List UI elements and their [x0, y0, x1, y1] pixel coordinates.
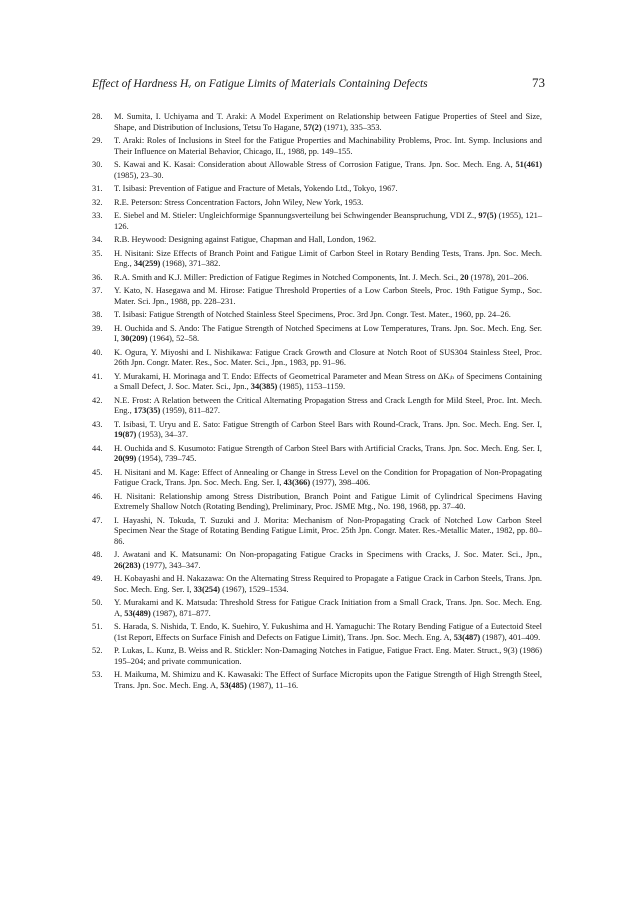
- reference-pages: (1955), 121–126.: [114, 211, 543, 231]
- reference-item: [92, 396, 542, 417]
- reference-body: H. Nisitani and M. Kage: Effect of Annealing or Change in Stress Level on the Condition for Propagation of Non-Propagating Fatigue Crack, Trans. Jpn. Soc. Mech. Eng. Ser. I,: [114, 467, 542, 487]
- reference-text: [114, 670, 542, 691]
- reference-item: [92, 136, 542, 157]
- reference-number: 46.: [92, 491, 103, 501]
- reference-body: P. Lukas, L. Kunz, B. Weiss and R. Stickler: Non-Damaging Notches in Fatigue, Fatigue Fract. Eng. Mater. Struct., 9(3) (1986) 195–204; and private communication.: [114, 646, 542, 666]
- reference-number: 39.: [92, 323, 103, 333]
- reference-item: [92, 574, 542, 595]
- reference-body: J. Awatani and K. Matsunami: On Non-propagating Fatigue Cracks in Specimens with Cracks, J. Soc. Mater. Sci., Jpn.,: [114, 550, 542, 559]
- reference-number: 29.: [92, 136, 103, 145]
- reference-text: [114, 211, 542, 232]
- reference-text: [114, 235, 542, 246]
- reference-item: [92, 184, 542, 195]
- reference-body: K. Ogura, Y. Miyoshi and I. Nishikawa: Fatigue Crack Growth and Closure at Notch Root of SUS304 Stainless Steel, Proc. 26th Jpn. Congr. Mater. Res., Soc. Mater. Sci., Jpn., 1983, pp. 91–96.: [114, 347, 542, 367]
- reference-pages: (1977), 398–406.: [310, 478, 371, 487]
- reference-item: [92, 160, 542, 181]
- reference-body: T. Isibasi, T. Uryu and E. Sato: Fatigue Strength of Carbon Steel Bars with Round-Crack, Trans. Jpn. Soc. Mech. Eng. Ser. I,: [114, 419, 542, 429]
- reference-volume: 20(99): [114, 454, 137, 463]
- reference-volume: 34(259): [133, 259, 161, 268]
- reference-text: [114, 444, 542, 465]
- reference-volume: 53(489): [124, 608, 151, 618]
- reference-number: 53.: [92, 670, 103, 679]
- reference-pages: (1985), 1153–1159.: [277, 382, 346, 391]
- reference-volume: 51(461): [515, 160, 542, 169]
- reference-number: 44.: [92, 443, 103, 453]
- reference-body: S. Kawai and K. Kasai: Consideration about Allowable Stress of Corrosion Fatigue, Trans. Jpn. Soc. Mech. Eng. A,: [114, 160, 516, 169]
- reference-text: [114, 136, 542, 157]
- reference-number: 31.: [92, 184, 103, 193]
- reference-body: T. Araki: Roles of Inclusions in Steel for the Fatigue Properties and Machinability Problems, Proc. Int. Symp. Inclusions and Their Influence on Material Behavior, Chicago, IL, 1988, pp. 149–155.: [114, 136, 542, 156]
- reference-volume: 26(283): [114, 560, 141, 570]
- reference-number: 37.: [92, 286, 103, 295]
- reference-text: [114, 324, 542, 345]
- reference-body: I. Hayashi, N. Tokuda, T. Suzuki and J. Morita: Mechanism of Non-Propagating Crack of Notched Low Carbon Steel Specimen Near the Stage of Rotating Bending Fatigue Limit, Proc. 25th Jpn. Congr. Mater. Res.-Metallic Mater., 1982, pp. 80–86.: [114, 515, 542, 546]
- reference-number: 32.: [92, 197, 103, 207]
- reference-number: 34.: [92, 235, 103, 244]
- reference-number: 51.: [92, 622, 103, 631]
- reference-body: Y. Kato, N. Hasegawa and M. Hirose: Fatigue Threshold Properties of a Low Carbon Steels, Proc. 19th Fatigue Symp., Soc. Mater. Sci. Jpn., 1988, pp. 228–231.: [114, 286, 542, 306]
- reference-item: [92, 646, 542, 667]
- reference-item: [92, 468, 542, 489]
- reference-item: [92, 348, 542, 369]
- reference-item: [92, 249, 542, 270]
- reference-body: H. Ouchida and S. Ando: The Fatigue Strength of Notched Specimens at Low Temperatures, Trans. Jpn. Soc. Mech. Eng. Ser. I,: [114, 323, 542, 343]
- reference-item: [92, 211, 542, 232]
- reference-body: E. Siebel and M. Stieler: Ungleichformige Spannungsverteilung bei Schwingender Beanspruchung, VDI Z.,: [114, 211, 479, 220]
- reference-pages: (1971), 335–353.: [321, 122, 382, 132]
- reference-text: [114, 310, 542, 321]
- reference-volume: 97(5): [478, 211, 497, 220]
- reference-body: H. Kobayashi and H. Nakazawa: On the Alternating Stress Required to Propagate a Fatigue Crack in Carbon Steels, Trans. Jpn. Soc. Mech. Eng. Ser. I,: [114, 574, 542, 594]
- reference-volume: 53(485): [220, 680, 247, 690]
- reference-item: [92, 324, 542, 345]
- reference-text: [114, 112, 542, 133]
- reference-item: [92, 273, 542, 284]
- reference-body: Y. Murakami and K. Matsuda: Threshold Stress for Fatigue Crack Initiation from a Small Crack, Trans. Jpn. Soc. Mech. Eng. A,: [114, 598, 542, 618]
- reference-number: 43.: [92, 419, 103, 429]
- reference-body: H. Maikuma, M. Shimizu and K. Kawasaki: The Effect of Surface Micropits upon the Fatigue Strength of High Strength Steel, Trans. Jpn. Soc. Mech. Eng. A,: [114, 670, 542, 690]
- reference-body: H. Ouchida and S. Kusumoto: Fatigue Strength of Carbon Steel Bars with Artificial Cracks, Trans. Jpn. Soc. Mech. Eng. Ser. I,: [114, 443, 542, 453]
- reference-text: [114, 396, 542, 417]
- reference-number: 33.: [92, 211, 103, 220]
- reference-item: [92, 372, 542, 393]
- reference-text: [114, 160, 542, 181]
- reference-number: 41.: [92, 371, 103, 381]
- reference-body: H. Nisitani: Size Effects of Branch Point and Fatigue Limit of Carbon Steel in Rotary Bending Tests, Trans. Jpn. Soc. Mech. Eng.,: [114, 248, 542, 268]
- reference-pages: (1959), 811–827.: [160, 406, 221, 415]
- reference-pages: (1985), 23–30.: [114, 170, 164, 180]
- reference-item: [92, 516, 542, 548]
- reference-text: [114, 646, 542, 667]
- reference-pages: (1953), 34–37.: [136, 430, 188, 439]
- reference-pages: (1987), 871–877.: [150, 608, 211, 618]
- reference-text: [114, 598, 542, 619]
- reference-body: T. Isibasi: Fatigue Strength of Notched Stainless Steel Specimens, Proc. 3rd Jpn. Congr. Test. Mater., 1960, pp. 24–26.: [114, 310, 511, 319]
- reference-item: [92, 198, 542, 209]
- reference-body: H. Nisitani: Relationship among Stress Distribution, Branch Point and Fatigue Limit of Cylindrical Specimens Having Extremely Shallow Notch (Rotating Bending), Preliminary, Proc. JSME Mtg., No. 198, 1968, pp. 37–40.: [114, 491, 542, 511]
- reference-text: [114, 348, 542, 369]
- reference-volume: 57(2): [303, 122, 322, 132]
- reference-item: [92, 235, 542, 246]
- reference-pages: (1964), 52–58.: [147, 334, 200, 343]
- reference-pages: (1978), 201–206.: [468, 272, 529, 282]
- reference-volume: 43(366): [283, 478, 311, 487]
- reference-volume: 173(35): [133, 406, 161, 415]
- reference-item: [92, 622, 542, 643]
- page-header: [92, 75, 545, 93]
- reference-item: [92, 112, 542, 133]
- reference-item: [92, 598, 542, 619]
- reference-volume: 53(487): [453, 632, 481, 642]
- reference-number: 38.: [92, 310, 103, 319]
- reference-pages: (1967), 1529–1534.: [220, 584, 289, 594]
- reference-volume: 30(209): [120, 334, 148, 343]
- reference-text: [114, 184, 542, 195]
- reference-number: 48.: [92, 550, 103, 559]
- reference-volume: 20: [460, 272, 469, 282]
- reference-volume: 33(254): [193, 584, 221, 594]
- reference-pages: (1987), 11–16.: [246, 680, 299, 690]
- reference-number: 45.: [92, 467, 103, 477]
- reference-list: [92, 112, 542, 694]
- reference-number: 49.: [92, 574, 103, 583]
- reference-item: [92, 492, 542, 513]
- reference-number: 30.: [92, 160, 103, 169]
- reference-volume: 19(87): [114, 430, 137, 439]
- reference-number: 42.: [92, 395, 103, 405]
- reference-item: [92, 444, 542, 465]
- reference-text: [114, 286, 542, 307]
- reference-body: Y. Murakami, H. Morinaga and T. Endo: Effects of Geometrical Parameter and Mean Stress on ΔKᵢₕ of Specimens Containing a Small Defect, J. Soc. Mater. Sci., Jpn.,: [114, 371, 542, 391]
- reference-pages: (1987), 401–409.: [480, 632, 541, 642]
- reference-body: M. Sumita, I. Uchiyama and T. Araki: A Model Experiment on Relationship between Fatigue Properties of Steel and Size, Shape, and Distribution of Inclusions, Tetsu To Hagane,: [114, 112, 542, 132]
- reference-item: [92, 550, 542, 571]
- reference-text: [114, 622, 542, 643]
- reference-text: [114, 372, 542, 393]
- reference-text: [114, 468, 542, 489]
- reference-body: N.E. Frost: A Relation between the Critical Alternating Propagation Stress and Crack Length for Mild Steel, Proc. Int. Mech. Eng.,: [114, 395, 542, 415]
- reference-item: [92, 310, 542, 321]
- reference-text: [114, 516, 542, 548]
- reference-body: R.E. Peterson: Stress Concentration Factors, John Wiley, New York, 1953.: [114, 197, 364, 207]
- reference-number: 28.: [92, 112, 103, 121]
- reference-pages: (1954), 739–745.: [136, 454, 197, 463]
- page-number: 73: [532, 75, 545, 90]
- reference-body: S. Harada, S. Nishida, T. Endo, K. Suehiro, Y. Fukushima and H. Yamaguchi: The Rotary Bending Fatigue of a Eutectoid Steel (1st Report, Effects on Surface Finish and Defects on Fatigue Limit), Trans. Jpn. Soc. Mech. Eng. A,: [114, 622, 542, 642]
- reference-pages: (1977), 343–347.: [140, 560, 201, 570]
- reference-body: R.B. Heywood: Designing against Fatigue, Chapman and Hall, London, 1962.: [114, 235, 377, 244]
- running-title: Effect of Hardness Hᵥ on Fatigue Limits of Materials Containing Defects: [92, 78, 428, 90]
- reference-text: [114, 273, 542, 284]
- reference-item: [92, 286, 542, 307]
- reference-number: 40.: [92, 347, 103, 357]
- reference-number: 47.: [92, 515, 103, 525]
- reference-volume: 34(385): [250, 382, 278, 391]
- reference-number: 36.: [92, 272, 103, 282]
- reference-text: [114, 492, 542, 513]
- reference-item: [92, 670, 542, 691]
- reference-pages: (1968), 371–382.: [160, 259, 221, 268]
- reference-number: 50.: [92, 598, 103, 607]
- reference-text: [114, 198, 542, 209]
- reference-body: R.A. Smith and K.J. Miller: Prediction of Fatigue Regimes in Notched Components, Int. J. Mech. Sci.,: [114, 272, 461, 282]
- reference-text: [114, 550, 542, 571]
- reference-text: [114, 574, 542, 595]
- reference-item: [92, 420, 542, 441]
- reference-body: T. Isibasi: Prevention of Fatigue and Fracture of Metals, Yokendo Ltd., Tokyo, 1967.: [114, 184, 398, 193]
- reference-text: [114, 420, 542, 441]
- reference-number: 35.: [92, 248, 103, 258]
- reference-number: 52.: [92, 646, 103, 655]
- reference-text: [114, 249, 542, 270]
